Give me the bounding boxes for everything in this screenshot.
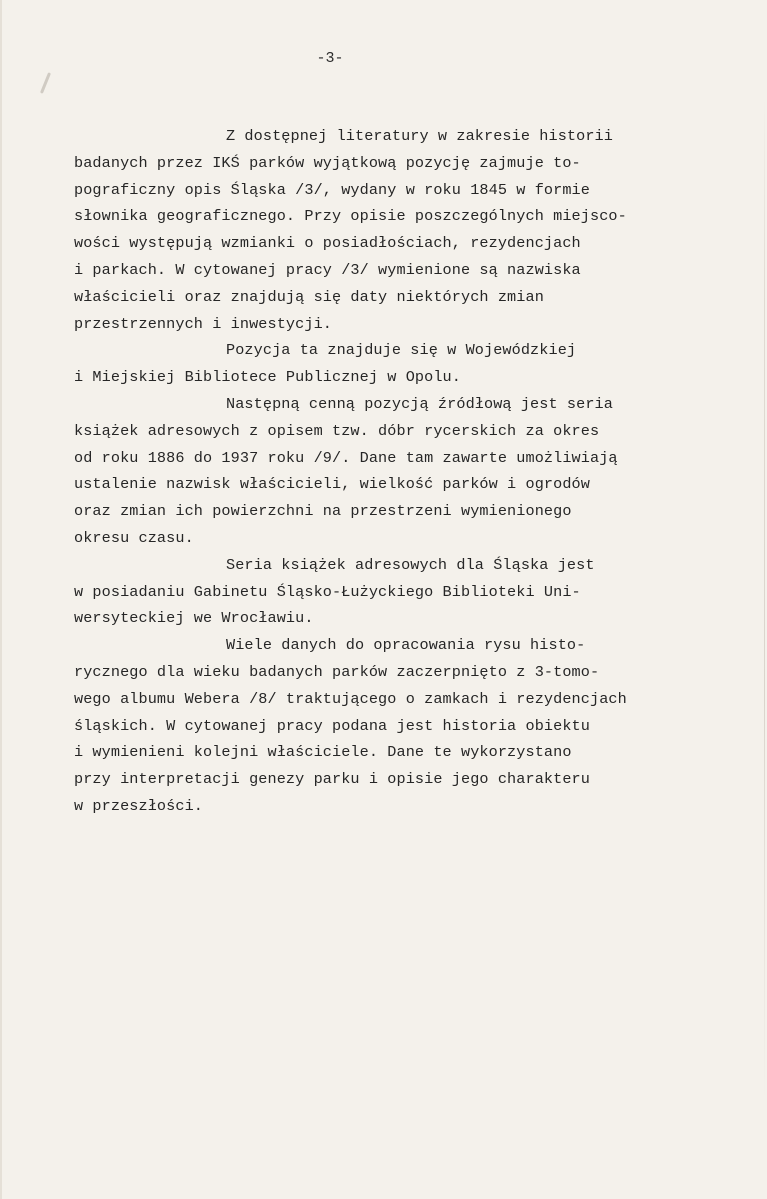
text-line: śląskich. W cytowanej pracy podana jest historia obiektu — [74, 716, 590, 735]
page-edge-right — [764, 100, 765, 1100]
page-number: -3- — [316, 50, 344, 67]
text-line: Z dostępnej literatury w zakresie historii — [226, 127, 613, 145]
text-line: i parkach. W cytowanej pracy /3/ wymienione są nazwiska — [74, 260, 581, 279]
text-line: w posiadaniu Gabinetu Śląsko-Łużyckiego Biblioteki Uni- — [74, 582, 581, 601]
text-line: Pozycja ta znajduje się w Wojewódzkiej — [226, 341, 577, 360]
paragraph — [74, 552, 724, 632]
text-line: pograficzny opis Śląska /3/, wydany w roku 1845 w formie — [74, 180, 590, 199]
text-line: przestrzennych i inwestycji. — [74, 314, 332, 333]
paragraph — [74, 337, 724, 391]
text-line: właścicieli oraz znajdują się daty niektórych zmian — [74, 287, 544, 306]
page-edge-left — [0, 0, 2, 1199]
body-text — [74, 123, 724, 820]
pencil-mark — [40, 72, 51, 94]
text-line: badanych przez IKŚ parków wyjątkową pozycję zajmuje to- — [74, 153, 581, 172]
text-line: przy interpretacji genezy parku i opisie jego charakteru — [74, 770, 590, 789]
text-line: ustalenie nazwisk właścicieli, wielkość parków i ogrodów — [74, 475, 590, 494]
text-line: Następną cenną pozycją źródłową jest seria — [226, 394, 613, 413]
text-line: książek adresowych z opisem tzw. dóbr rycerskich za okres — [74, 421, 600, 440]
paragraph — [74, 391, 724, 552]
text-line: słownika geograficznego. Przy opisie poszczególnych miejsco- — [74, 207, 627, 226]
text-line: wości występują wzmianki o posiadłościach, rezydencjach — [74, 234, 581, 253]
text-line: w przeszłości. — [74, 796, 203, 815]
text-line: rycznego dla wieku badanych parków zaczerpnięto z 3-tomo- — [74, 662, 600, 681]
text-line: wego albumu Webera /8/ traktującego o zamkach i rezydencjach — [74, 689, 627, 708]
text-line: od roku 1886 do 1937 roku /9/. Dane tam zawarte umożliwiają — [74, 448, 618, 467]
text-line: Seria książek adresowych dla Śląska jest — [226, 555, 595, 574]
text-line: wersyteckiej we Wrocławiu. — [74, 609, 314, 628]
text-line: okresu czasu. — [74, 528, 194, 547]
text-line: i Miejskiej Bibliotece Publicznej w Opolu. — [74, 368, 461, 387]
paragraph — [74, 632, 724, 820]
text-line: oraz zmian ich powierzchni na przestrzeni wymienionego — [74, 502, 572, 521]
text-line: Wiele danych do opracowania rysu histo- — [226, 636, 586, 655]
text-line: i wymienieni kolejni właściciele. Dane te wykorzystano — [74, 743, 572, 762]
paragraph — [74, 123, 724, 337]
